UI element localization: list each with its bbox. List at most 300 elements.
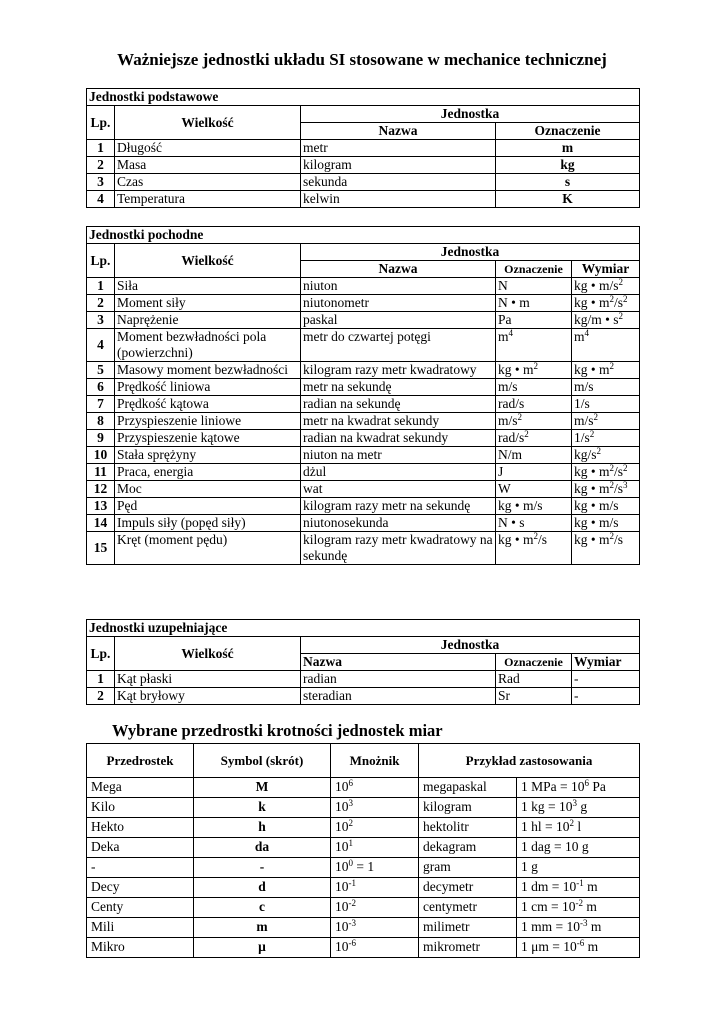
unit-name-cell: kilogram razy metr na sekundę xyxy=(301,498,496,515)
example-value-cell xyxy=(517,898,640,918)
symbol-cell: - xyxy=(194,858,331,878)
lp-cell: 2 xyxy=(87,157,115,174)
quantity-cell: Impuls siły (popęd siły) xyxy=(115,515,301,532)
header-symbol: Oznaczenie xyxy=(496,261,572,278)
example-value-exponent: -3 xyxy=(580,918,588,928)
header-multiplier: Mnożnik xyxy=(331,744,419,778)
prefix-cell: - xyxy=(87,858,194,878)
dimension-tail: /s xyxy=(613,464,623,479)
example-value-exponent: 6 xyxy=(584,778,589,788)
table-row xyxy=(87,532,640,565)
quantity-cell: Moment siły xyxy=(115,295,301,312)
header-symbol: Oznaczenie xyxy=(496,123,640,140)
example-value-text: 1 dm = 10 xyxy=(521,879,577,894)
dimension-exponent: 2 xyxy=(589,429,595,439)
multiplier-cell xyxy=(331,818,419,838)
multiplier-suffix: = 1 xyxy=(353,859,375,874)
dimension-exponent: 4 xyxy=(584,328,590,338)
example-value-unit: m xyxy=(587,919,602,934)
symbol-text: m/s xyxy=(498,413,518,428)
table-row xyxy=(87,174,640,191)
unit-dimension-cell xyxy=(572,329,640,362)
symbol-text: rad/s xyxy=(498,430,525,445)
multiplier-cell xyxy=(331,838,419,858)
table-row xyxy=(87,447,640,464)
symbol-cell: M xyxy=(194,778,331,798)
example-name-cell: gram xyxy=(419,858,517,878)
dimension-text: kg/s xyxy=(574,447,597,462)
prefix-cell: Decy xyxy=(87,878,194,898)
example-name-cell: centymetr xyxy=(419,898,517,918)
symbol-tail: /s xyxy=(537,532,547,547)
table-row xyxy=(87,362,640,379)
example-value-unit: l xyxy=(574,819,582,834)
multiplier-exponent: 1 xyxy=(348,838,353,848)
table-row xyxy=(87,312,640,329)
unit-name-cell: niutonosekunda xyxy=(301,515,496,532)
example-name-cell: hektolitr xyxy=(419,818,517,838)
symbol-text: m/s xyxy=(498,379,518,394)
unit-name-cell: dżul xyxy=(301,464,496,481)
example-value-cell xyxy=(517,918,640,938)
unit-symbol-cell xyxy=(496,515,572,532)
unit-name-cell: steradian xyxy=(301,688,496,705)
prefixes-table xyxy=(86,743,640,958)
header-example: Przykład zastosowania xyxy=(419,744,640,778)
quantity-cell: Przyspieszenie kątowe xyxy=(115,430,301,447)
dimension-exponent: 2 xyxy=(609,463,614,473)
prefix-cell: Deka xyxy=(87,838,194,858)
example-value-text: 1 cm = 10 xyxy=(521,899,576,914)
prefix-cell: Hekto xyxy=(87,818,194,838)
quantity-cell: Długość xyxy=(115,140,301,157)
unit-dimension-cell: - xyxy=(572,671,640,688)
supplementary-units-rows xyxy=(87,671,640,705)
table-row xyxy=(87,498,640,515)
unit-dimension-cell xyxy=(572,515,640,532)
example-value-exponent: -2 xyxy=(575,898,583,908)
dimension-text: kg • m xyxy=(574,532,610,547)
dimension-text: 1/s xyxy=(574,396,590,411)
unit-name-cell: kilogram xyxy=(301,157,496,174)
unit-symbol-cell xyxy=(496,532,572,565)
unit-symbol-cell xyxy=(496,329,572,362)
lp-cell: 4 xyxy=(87,191,115,208)
header-quantity: Wielkość xyxy=(115,244,301,278)
unit-dimension-cell xyxy=(572,481,640,498)
section-title: Jednostki pochodne xyxy=(87,227,640,244)
symbol-text: N/m xyxy=(498,447,523,462)
dimension-text: kg • m/s xyxy=(574,515,619,530)
unit-symbol-cell xyxy=(496,498,572,515)
symbol-exponent: 2 xyxy=(524,429,529,439)
example-value-text: 1 g xyxy=(521,859,538,874)
multiplier-cell xyxy=(331,878,419,898)
lp-cell: 4 xyxy=(87,329,115,362)
unit-symbol-cell: s xyxy=(496,174,640,191)
quantity-cell: Masowy moment bezwładności xyxy=(115,362,301,379)
unit-symbol-cell xyxy=(496,362,572,379)
symbol-cell: k xyxy=(194,798,331,818)
symbol-text: J xyxy=(498,464,504,479)
example-name-cell: mikrometr xyxy=(419,938,517,958)
unit-symbol-cell: kg xyxy=(496,157,640,174)
dimension-tail: /s xyxy=(613,532,623,547)
supplementary-units-table xyxy=(86,619,640,705)
example-value-unit: m xyxy=(582,899,597,914)
basic-units-rows xyxy=(87,140,640,208)
lp-cell: 14 xyxy=(87,515,115,532)
unit-name-cell: metr do czwartej potęgi xyxy=(301,329,496,362)
unit-name-cell: metr xyxy=(301,140,496,157)
table-row xyxy=(87,671,640,688)
symbol-cell: μ xyxy=(194,938,331,958)
unit-dimension-cell xyxy=(572,413,640,430)
basic-units-table xyxy=(86,88,640,208)
header-row xyxy=(87,744,640,778)
quantity-cell: Kręt (moment pędu) xyxy=(115,532,301,565)
page-title: Ważniejsze jednostki układu SI stosowane w mechanice technicznej xyxy=(117,50,607,69)
unit-dimension-cell xyxy=(572,312,640,329)
symbol-text: W xyxy=(498,481,511,496)
lp-cell: 2 xyxy=(87,295,115,312)
dimension-text: kg • m/s xyxy=(574,498,619,513)
example-value-unit: g xyxy=(577,799,588,814)
example-value-text: 1 dag = 10 g xyxy=(521,839,589,854)
header-name: Nazwa xyxy=(301,654,496,671)
header-quantity: Wielkość xyxy=(115,106,301,140)
dimension-text: m/s xyxy=(574,379,594,394)
prefix-cell: Mikro xyxy=(87,938,194,958)
multiplier-base: 10 xyxy=(335,779,349,794)
header-symbol: Symbol (skrót) xyxy=(194,744,331,778)
symbol-text: m xyxy=(498,329,509,344)
section-title: Jednostki podstawowe xyxy=(87,89,640,106)
header-unit: Jednostka xyxy=(301,244,640,261)
multiplier-exponent: 0 xyxy=(348,858,353,868)
example-name-cell: megapaskal xyxy=(419,778,517,798)
multiplier-cell xyxy=(331,938,419,958)
dimension-exponent: 2 xyxy=(609,361,614,371)
multiplier-base: 10 xyxy=(335,899,349,914)
multiplier-base: 10 xyxy=(335,839,349,854)
multiplier-exponent: -3 xyxy=(348,918,356,928)
example-name-cell: milimetr xyxy=(419,918,517,938)
table-row xyxy=(87,295,640,312)
example-value-cell xyxy=(517,858,640,878)
dimension-exponent: 2 xyxy=(618,311,623,321)
multiplier-base: 10 xyxy=(335,819,349,834)
quantity-cell: Prędkość liniowa xyxy=(115,379,301,396)
quantity-cell: Siła xyxy=(115,278,301,295)
quantity-cell: Moment bezwładności pola (powierzchni) xyxy=(115,329,301,362)
symbol-text: N xyxy=(498,278,508,293)
example-value-text: 1 mm = 10 xyxy=(521,919,580,934)
prefix-cell: Kilo xyxy=(87,798,194,818)
example-value-cell xyxy=(517,878,640,898)
quantity-cell: Czas xyxy=(115,174,301,191)
example-value-cell xyxy=(517,938,640,958)
lp-cell: 7 xyxy=(87,396,115,413)
header-unit: Jednostka xyxy=(301,106,640,123)
unit-name-cell: niuton xyxy=(301,278,496,295)
quantity-cell: Temperatura xyxy=(115,191,301,208)
table-row xyxy=(87,140,640,157)
unit-dimension-cell xyxy=(572,295,640,312)
table-row xyxy=(87,938,640,958)
symbol-cell: da xyxy=(194,838,331,858)
example-value-exponent: -6 xyxy=(576,938,585,948)
unit-dimension-cell xyxy=(572,498,640,515)
unit-dimension-cell xyxy=(572,396,640,413)
example-value-cell xyxy=(517,798,640,818)
example-value-cell xyxy=(517,818,640,838)
lp-cell: 9 xyxy=(87,430,115,447)
multiplier-exponent: -1 xyxy=(348,878,356,888)
header-lp: Lp. xyxy=(87,106,115,140)
header-quantity: Wielkość xyxy=(115,637,301,671)
quantity-cell: Przyspieszenie liniowe xyxy=(115,413,301,430)
quantity-cell: Pęd xyxy=(115,498,301,515)
quantity-cell: Praca, energia xyxy=(115,464,301,481)
unit-symbol-cell xyxy=(496,481,572,498)
example-value-exponent: 3 xyxy=(572,798,577,808)
example-value-unit: m xyxy=(584,939,599,954)
unit-name-cell: kelwin xyxy=(301,191,496,208)
prefixes-heading: Wybrane przedrostki krotności jednostek miar xyxy=(112,721,443,740)
unit-dimension-cell xyxy=(572,464,640,481)
multiplier-base: 10 xyxy=(335,879,349,894)
section-row xyxy=(87,89,640,106)
unit-symbol-cell xyxy=(496,278,572,295)
unit-symbol-cell xyxy=(496,295,572,312)
table-row xyxy=(87,157,640,174)
section-row xyxy=(87,227,640,244)
dimension-text: m xyxy=(574,329,585,344)
table-row xyxy=(87,396,640,413)
dimension-exponent: 2 xyxy=(596,446,602,456)
unit-name-cell: radian xyxy=(301,671,496,688)
header-lp: Lp. xyxy=(87,244,115,278)
dimension-text: kg/m • s xyxy=(574,312,619,327)
header-dimension: Wymiar xyxy=(572,261,640,278)
table-row xyxy=(87,798,640,818)
example-value-exponent: 2 xyxy=(569,818,574,828)
example-value-text: 1 hl = 10 xyxy=(521,819,570,834)
table-row xyxy=(87,464,640,481)
table-row xyxy=(87,878,640,898)
unit-name-cell: niuton na metr xyxy=(301,447,496,464)
lp-cell: 12 xyxy=(87,481,115,498)
unit-name-cell: radian na kwadrat sekundy xyxy=(301,430,496,447)
unit-dimension-cell xyxy=(572,532,640,565)
dimension-exponent: 2 xyxy=(609,480,614,490)
unit-name-cell: niutonometr xyxy=(301,295,496,312)
lp-cell: 15 xyxy=(87,532,115,565)
table-row xyxy=(87,481,640,498)
lp-cell: 3 xyxy=(87,312,115,329)
quantity-cell: Kąt płaski xyxy=(115,671,301,688)
multiplier-exponent: 2 xyxy=(348,818,353,828)
unit-dimension-cell xyxy=(572,447,640,464)
unit-dimension-cell: - xyxy=(572,688,640,705)
unit-symbol-cell: Rad xyxy=(496,671,572,688)
lp-cell: 1 xyxy=(87,140,115,157)
unit-symbol-cell: K xyxy=(496,191,640,208)
unit-name-cell: wat xyxy=(301,481,496,498)
header-row xyxy=(87,106,640,123)
lp-cell: 13 xyxy=(87,498,115,515)
header-dimension: Wymiar xyxy=(572,654,640,671)
example-value-exponent: -1 xyxy=(576,878,584,888)
symbol-cell: m xyxy=(194,918,331,938)
quantity-cell: Kąt bryłowy xyxy=(115,688,301,705)
section-row xyxy=(87,620,640,637)
dimension-text: kg • m xyxy=(574,362,610,377)
unit-dimension-cell xyxy=(572,362,640,379)
dimension-tail: /s xyxy=(613,481,623,496)
multiplier-base: 10 xyxy=(335,939,349,954)
dimension-text: kg • m xyxy=(574,295,610,310)
dimension-exponent: 2 xyxy=(618,277,623,287)
example-name-cell: dekagram xyxy=(419,838,517,858)
quantity-cell: Masa xyxy=(115,157,301,174)
dimension-text: m/s xyxy=(574,413,594,428)
unit-symbol-cell xyxy=(496,430,572,447)
multiplier-base: 10 xyxy=(335,859,349,874)
symbol-exponent: 2 xyxy=(533,361,538,371)
header-row xyxy=(87,244,640,261)
dimension-exponent-2: 2 xyxy=(623,463,628,473)
unit-name-cell: metr na kwadrat sekundy xyxy=(301,413,496,430)
unit-name-cell: metr na sekundę xyxy=(301,379,496,396)
unit-name-cell: kilogram razy metr kwadratowy na sekundę xyxy=(301,532,496,565)
unit-name-cell: sekunda xyxy=(301,174,496,191)
symbol-cell: c xyxy=(194,898,331,918)
unit-symbol-cell xyxy=(496,464,572,481)
header-unit: Jednostka xyxy=(301,637,640,654)
quantity-cell: Moc xyxy=(115,481,301,498)
symbol-text: N • s xyxy=(498,515,525,530)
quantity-cell: Naprężenie xyxy=(115,312,301,329)
lp-cell: 8 xyxy=(87,413,115,430)
dimension-exponent: 2 xyxy=(593,412,599,422)
prefix-cell: Mega xyxy=(87,778,194,798)
symbol-text: rad/s xyxy=(498,396,525,411)
unit-symbol-cell: Sr xyxy=(496,688,572,705)
unit-symbol-cell xyxy=(496,413,572,430)
dimension-text: kg • m/s xyxy=(574,278,619,293)
unit-name-cell: radian na sekundę xyxy=(301,396,496,413)
lp-cell: 1 xyxy=(87,278,115,295)
quantity-cell: Prędkość kątowa xyxy=(115,396,301,413)
symbol-cell: d xyxy=(194,878,331,898)
prefixes-rows xyxy=(87,778,640,958)
lp-cell: 2 xyxy=(87,688,115,705)
multiplier-exponent: -2 xyxy=(348,898,356,908)
table-row xyxy=(87,329,640,362)
unit-symbol-cell xyxy=(496,312,572,329)
symbol-text: Pa xyxy=(498,312,512,327)
prefix-cell: Centy xyxy=(87,898,194,918)
symbol-text: kg • m xyxy=(498,362,534,377)
multiplier-cell xyxy=(331,778,419,798)
header-name: Nazwa xyxy=(301,123,496,140)
example-value-cell xyxy=(517,778,640,798)
symbol-cell: h xyxy=(194,818,331,838)
dimension-exponent: 2 xyxy=(609,531,614,541)
symbol-exponent: 2 xyxy=(533,531,538,541)
table-row xyxy=(87,278,640,295)
example-value-text: 1 kg = 10 xyxy=(521,799,573,814)
derived-units-table xyxy=(86,226,640,565)
multiplier-base: 10 xyxy=(335,799,349,814)
header-name: Nazwa xyxy=(301,261,496,278)
unit-dimension-cell xyxy=(572,430,640,447)
symbol-exponent: 4 xyxy=(508,328,514,338)
lp-cell: 3 xyxy=(87,174,115,191)
quantity-cell: Stała sprężyny xyxy=(115,447,301,464)
table-row xyxy=(87,379,640,396)
multiplier-cell xyxy=(331,858,419,878)
table-row xyxy=(87,858,640,878)
dimension-exponent-2: 3 xyxy=(623,480,628,490)
table-row xyxy=(87,413,640,430)
table-row xyxy=(87,688,640,705)
example-name-cell: kilogram xyxy=(419,798,517,818)
table-row xyxy=(87,818,640,838)
unit-symbol-cell xyxy=(496,396,572,413)
lp-cell: 10 xyxy=(87,447,115,464)
lp-cell: 1 xyxy=(87,671,115,688)
table-row xyxy=(87,778,640,798)
multiplier-exponent: 3 xyxy=(348,798,353,808)
section-title: Jednostki uzupełniające xyxy=(87,620,640,637)
unit-symbol-cell xyxy=(496,379,572,396)
example-value-cell xyxy=(517,838,640,858)
unit-name-cell: kilogram razy metr kwadratowy xyxy=(301,362,496,379)
unit-dimension-cell xyxy=(572,379,640,396)
header-prefix: Przedrostek xyxy=(87,744,194,778)
dimension-text: 1/s xyxy=(574,430,590,445)
prefix-cell: Mili xyxy=(87,918,194,938)
table-row xyxy=(87,898,640,918)
header-symbol: Oznaczenie xyxy=(496,654,572,671)
multiplier-base: 10 xyxy=(335,919,349,934)
table-row xyxy=(87,430,640,447)
lp-cell: 11 xyxy=(87,464,115,481)
unit-name-cell: paskal xyxy=(301,312,496,329)
multiplier-cell xyxy=(331,898,419,918)
header-lp: Lp. xyxy=(87,637,115,671)
unit-symbol-cell xyxy=(496,447,572,464)
unit-symbol-cell: m xyxy=(496,140,640,157)
multiplier-cell xyxy=(331,798,419,818)
example-value-text: 1 MPa = 10 xyxy=(521,779,585,794)
symbol-text: kg • m xyxy=(498,532,534,547)
table-row xyxy=(87,515,640,532)
lp-cell: 6 xyxy=(87,379,115,396)
header-row xyxy=(87,637,640,654)
table-row xyxy=(87,191,640,208)
symbol-exponent: 2 xyxy=(517,412,523,422)
table-row xyxy=(87,838,640,858)
example-value-text: 1 μm = 10 xyxy=(521,939,577,954)
dimension-tail: /s xyxy=(613,295,623,310)
lp-cell: 5 xyxy=(87,362,115,379)
dimension-exponent: 2 xyxy=(609,294,614,304)
dimension-text: kg • m xyxy=(574,464,610,479)
